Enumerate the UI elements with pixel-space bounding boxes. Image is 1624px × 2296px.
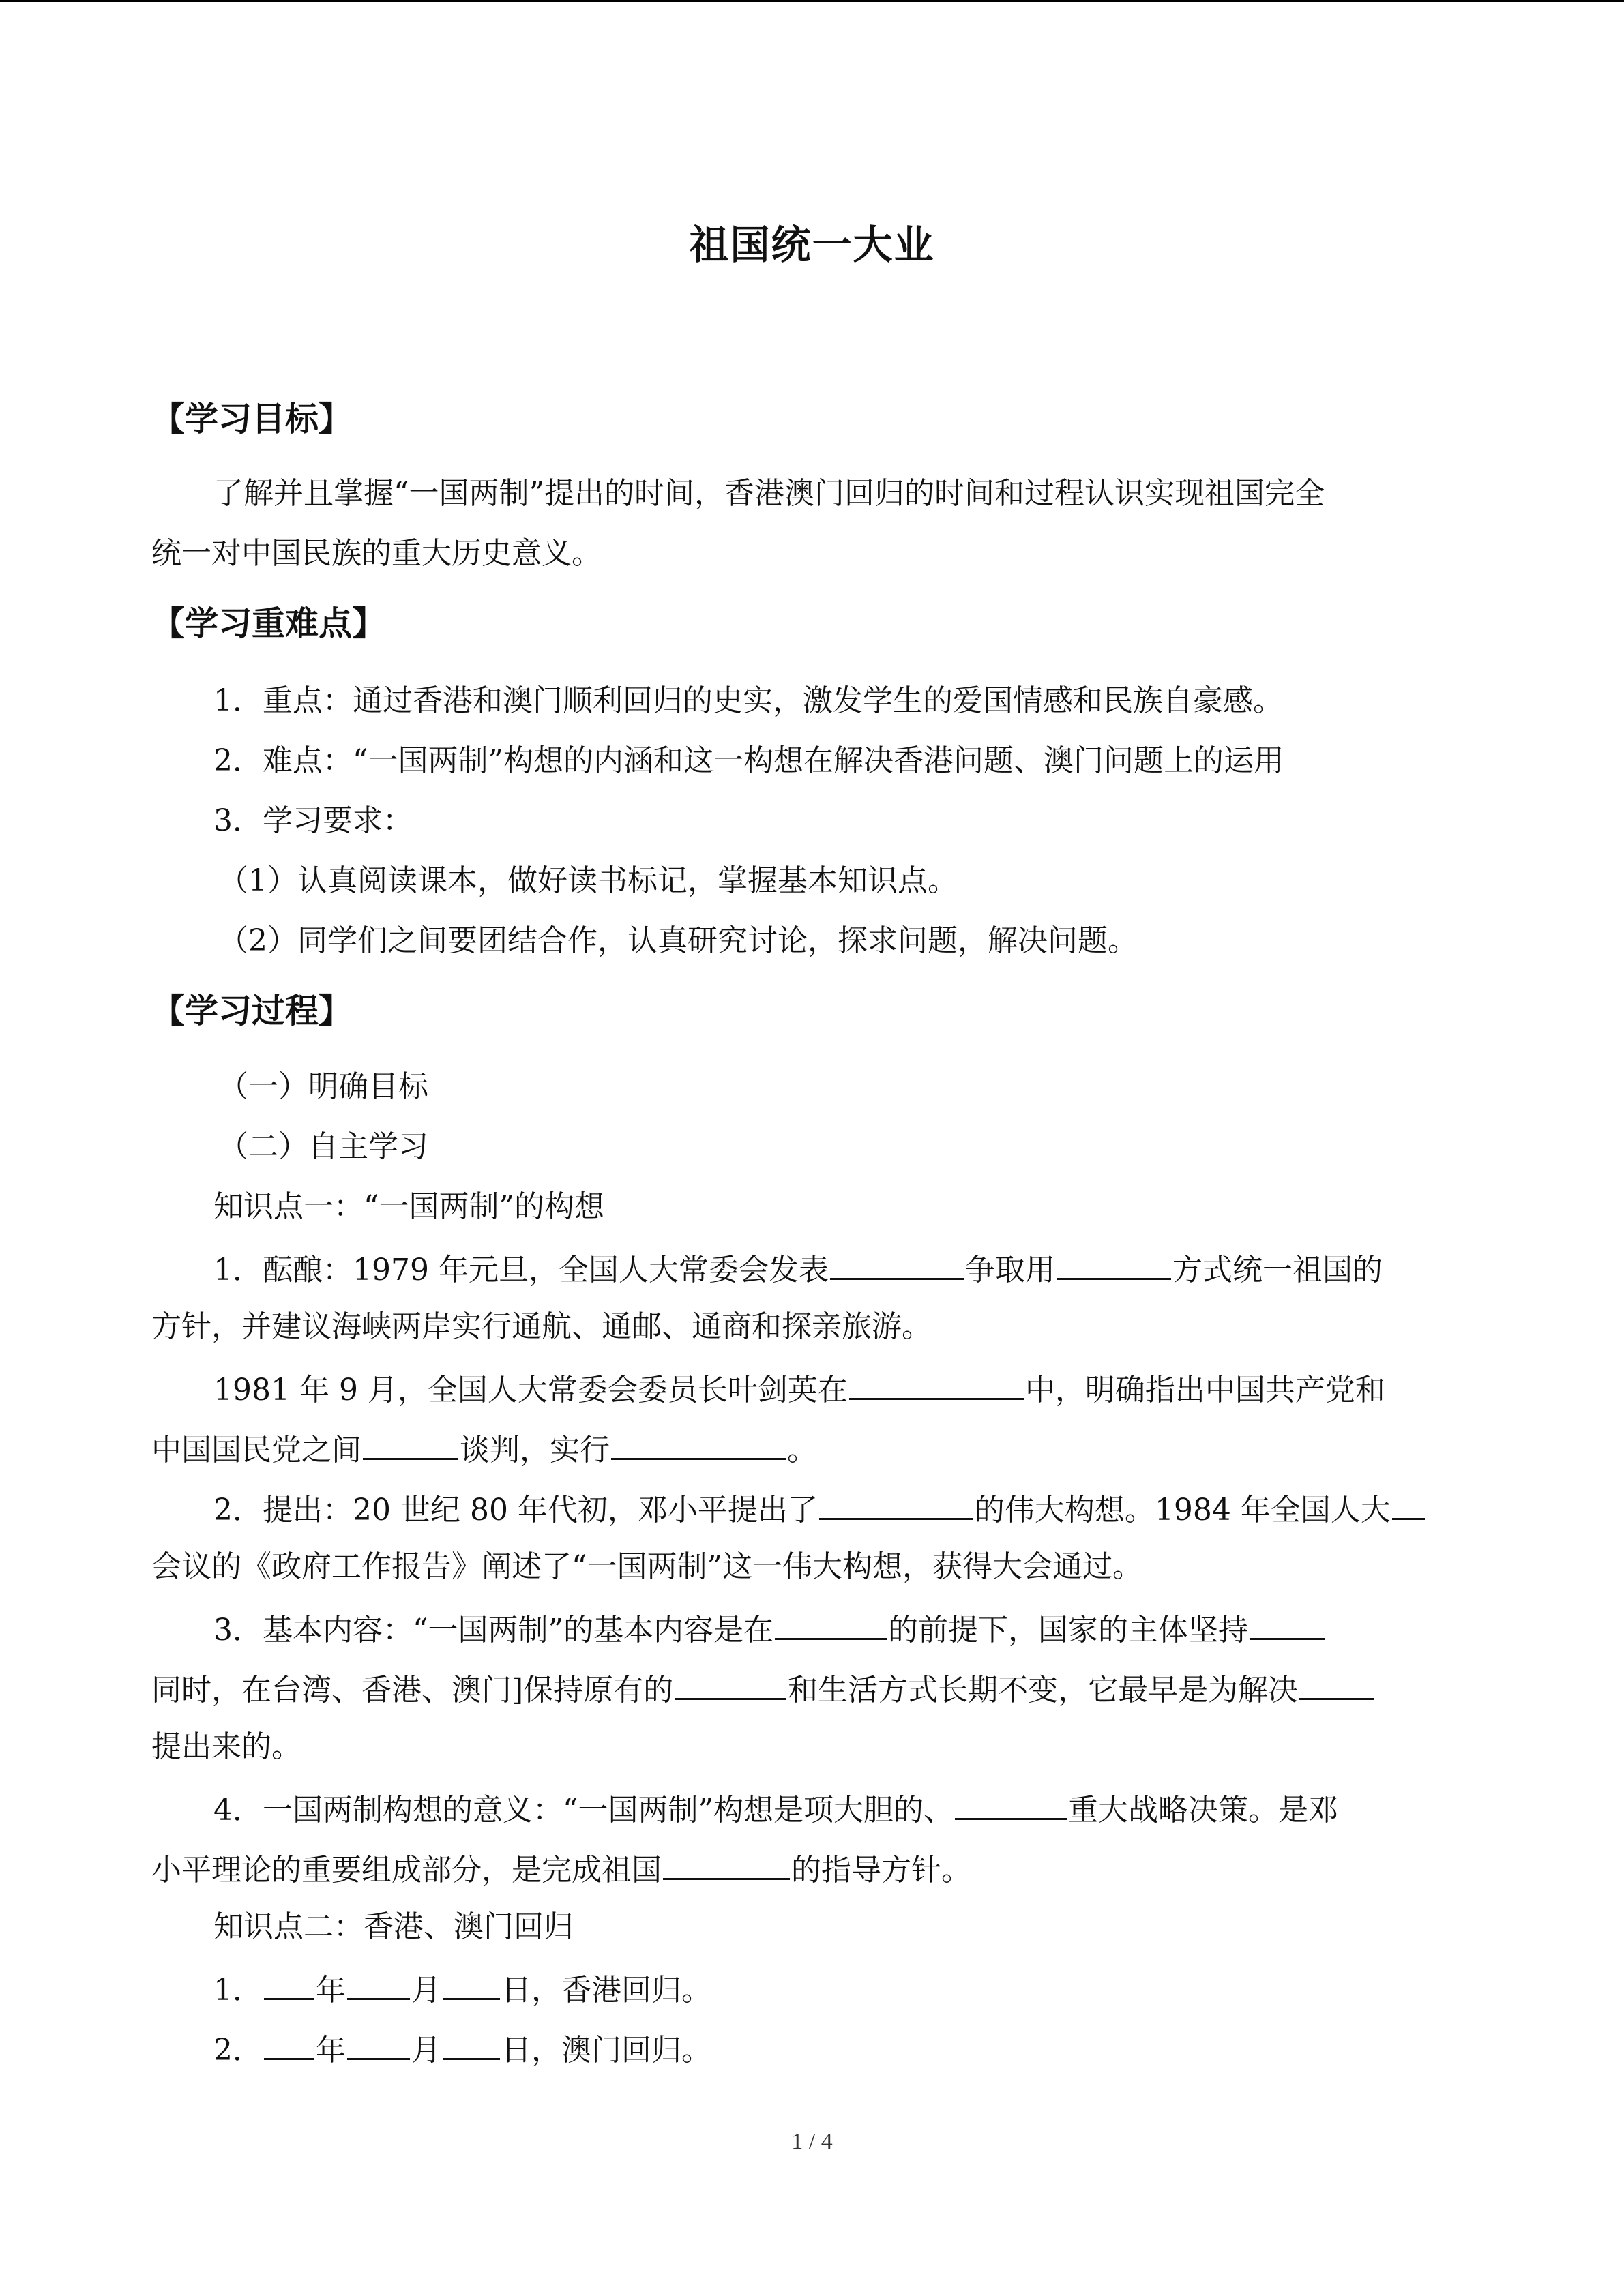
fill-blank[interactable] (264, 1968, 314, 2000)
item3-text-b: 的前提下，国家的主体坚持 (887, 1613, 1248, 1648)
item1b-line1 (213, 1368, 1385, 1410)
item2-text-a: 2．提出：20 世纪 80 年代初，邓小平提出了 (213, 1493, 818, 1527)
knowledge-point-1-title: 知识点一：“一国两制”的构想 (213, 1189, 604, 1224)
fill-blank[interactable] (1250, 1608, 1325, 1640)
knowledge-point-2-title: 知识点二：香港、澳门回归 (213, 1909, 574, 1944)
fill-blank[interactable] (264, 2028, 314, 2060)
item1-text-a: 1．酝酿：1979 年元旦，全国人大常委会发表 (213, 1253, 829, 1287)
section-heading-process: 【学习过程】 (151, 992, 353, 1030)
fill-blank[interactable] (1299, 1668, 1374, 1700)
hk-return-line (213, 1968, 711, 2010)
fill-blank[interactable] (347, 2028, 410, 2060)
item4-line1 (213, 1788, 1338, 1830)
hk-num: 1． (213, 1973, 263, 2008)
item1b-text-c: 中国国民党之间 (151, 1433, 361, 1467)
item4-text-d: 的指导方针。 (791, 1853, 971, 1888)
item4-text-b: 重大战略决策。是邓 (1067, 1793, 1338, 1828)
section-heading-key-points: 【学习重难点】 (151, 604, 386, 643)
fill-blank[interactable] (830, 1248, 964, 1280)
requirement-1: （1）认真阅读课本，做好读书标记，掌握基本知识点。 (218, 863, 958, 898)
item2-line1 (213, 1488, 1426, 1530)
item1-line2: 方针，并建议海峡两岸实行通航、通邮、通商和探亲旅游。 (151, 1309, 932, 1344)
requirement-2: （2）同学们之间要团结合作，认真研究讨论，探求问题，解决问题。 (218, 923, 1138, 958)
fill-blank[interactable] (849, 1368, 1024, 1400)
fill-blank[interactable] (1392, 1488, 1425, 1520)
goals-text-line1: 了解并且掌握“一国两制”提出的时间，香港澳门回归的时间和过程认识实现祖国完全 (213, 476, 1325, 511)
fill-blank[interactable] (675, 1668, 786, 1700)
fill-blank[interactable] (819, 1488, 973, 1520)
page-top-rule (0, 0, 1624, 2)
mo-num: 2． (213, 2033, 263, 2068)
fill-blank[interactable] (663, 1848, 790, 1880)
item1b-text-d: 谈判，实行 (460, 1433, 610, 1467)
mo-year-label: 年 (316, 2033, 346, 2068)
fill-blank[interactable] (443, 1968, 500, 2000)
item3-text-d: 和生活方式长期不变，它最早是为解决 (788, 1673, 1299, 1708)
item1-line1 (213, 1248, 1383, 1289)
process-step-1: （一）明确目标 (218, 1069, 428, 1104)
fill-blank[interactable] (347, 1968, 410, 2000)
fill-blank[interactable] (1057, 1248, 1171, 1280)
key-point-1: 1．重点：通过香港和澳门顺利回归的史实，激发学生的爱国情感和民族自豪感。 (213, 683, 1283, 718)
hk-year-label: 年 (316, 1973, 346, 2008)
item3-line1 (213, 1608, 1326, 1650)
page-title: 祖国统一大业 (689, 222, 935, 268)
fill-blank[interactable] (363, 1428, 458, 1460)
item3-text-a: 3．基本内容：“一国两制”的基本内容是在 (213, 1613, 773, 1648)
item3-line3: 提出来的。 (151, 1729, 301, 1764)
item1b-line2 (151, 1428, 817, 1470)
item1b-text-e: 。 (787, 1433, 817, 1467)
process-step-2: （二）自主学习 (218, 1129, 428, 1164)
item1-text-c: 方式统一祖国的 (1172, 1253, 1383, 1287)
item2-line2: 会议的《政府工作报告》阐述了“一国两制”这一伟大构想，获得大会通过。 (151, 1549, 1142, 1584)
hk-day-label: 日，香港回归。 (501, 1973, 711, 2008)
hk-month-label: 月 (411, 1973, 441, 2008)
key-point-2: 2．难点：“一国两制”构想的内涵和这一构想在解决香港问题、澳门问题上的运用 (213, 743, 1284, 778)
key-point-3: 3．学习要求： (213, 803, 413, 838)
item3-line2 (151, 1668, 1376, 1710)
item1b-text-b: 中，明确指出中国共产党和 (1024, 1373, 1385, 1407)
fill-blank[interactable] (611, 1428, 786, 1460)
fill-blank[interactable] (955, 1788, 1067, 1820)
mo-month-label: 月 (411, 2033, 441, 2068)
item4-text-a: 4．一国两制构想的意义：“一国两制”构想是项大胆的、 (213, 1793, 954, 1828)
item1b-text-a: 1981 年 9 月，全国人大常委会委员长叶剑英在 (213, 1373, 848, 1407)
mo-day-label: 日，澳门回归。 (501, 2033, 711, 2068)
item4-text-c: 小平理论的重要组成部分，是完成祖国 (151, 1853, 662, 1888)
item1-text-b: 争取用 (964, 1253, 1055, 1287)
item4-line2 (151, 1848, 971, 1890)
fill-blank[interactable] (775, 1608, 887, 1640)
section-heading-goals: 【学习目标】 (151, 400, 353, 438)
item2-text-b: 的伟大构想。1984 年全国人大 (974, 1493, 1391, 1527)
macau-return-line (213, 2028, 711, 2070)
goals-text-line2: 统一对中国民族的重大历史意义。 (151, 536, 602, 571)
page-number: 1 / 4 (791, 2129, 833, 2154)
fill-blank[interactable] (443, 2028, 500, 2060)
item3-text-c: 同时，在台湾、香港、澳门]保持原有的 (151, 1673, 674, 1708)
